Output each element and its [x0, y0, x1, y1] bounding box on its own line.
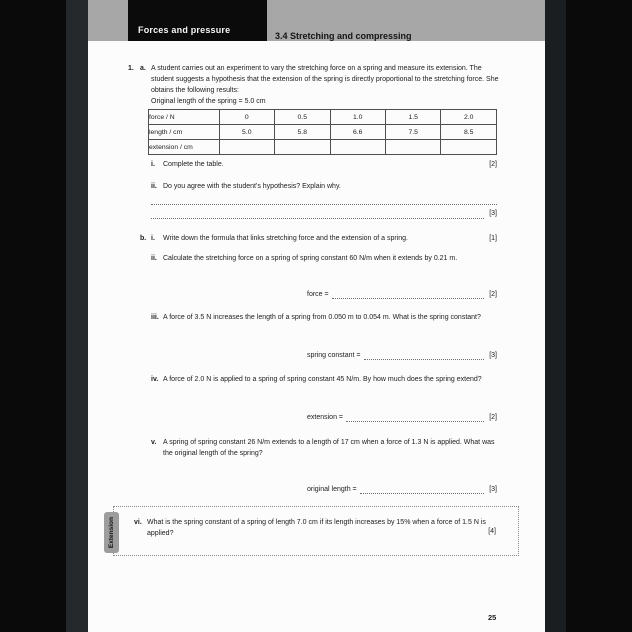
table-cell: 0: [219, 110, 274, 125]
marks-badge: [3]: [489, 486, 497, 493]
item-numeral: i.: [151, 235, 155, 242]
answer-line: [151, 196, 497, 205]
question-b-i: [151, 233, 497, 244]
table-cell: 5.8: [275, 125, 330, 140]
question-b-v: [151, 437, 497, 459]
marks-badge: [2]: [489, 414, 497, 421]
item-text: Do you agree with the student's hypothesis? Explain why.: [163, 183, 341, 190]
empty-answer-cell: [330, 140, 385, 155]
empty-answer-cell: [219, 140, 274, 155]
table-cell: 1.0: [330, 110, 385, 125]
item-numeral: i.: [151, 161, 155, 168]
book-spine-right: [545, 0, 566, 632]
answer-row-force: [307, 290, 497, 300]
item-numeral: ii.: [151, 255, 157, 262]
answer-label: spring constant =: [307, 352, 361, 359]
answer-label: original length =: [307, 486, 357, 493]
workbook-page: [88, 0, 545, 632]
answer-row-spring-constant: [307, 351, 497, 361]
answer-row-extension: [307, 413, 497, 423]
table-row: [149, 140, 497, 155]
question-b-iii: [151, 312, 497, 323]
question-b-ii: [151, 253, 497, 264]
table-cell: 0.5: [275, 110, 330, 125]
item-text: Complete the table.: [163, 161, 224, 168]
part-b-label: b.: [140, 235, 147, 242]
book-spine-left: [66, 0, 88, 632]
question-b-iv: [151, 374, 497, 385]
marks-badge: [2]: [489, 291, 497, 298]
section-title: 3.4 Stretching and compressing: [275, 31, 412, 41]
dotted-rule: [151, 210, 484, 219]
dotted-rule: [332, 290, 485, 299]
answer-label: extension =: [307, 414, 343, 421]
dotted-rule: [360, 485, 485, 494]
table-row: [149, 110, 497, 125]
table-row: [149, 125, 497, 140]
item-text: Calculate the stretching force on a spring of spring constant 60 N/m when it extends by 0.21 m.: [163, 255, 458, 262]
empty-answer-cell: [441, 140, 497, 155]
extension-tab: [104, 512, 119, 553]
item-numeral: iv.: [151, 376, 159, 383]
table-cell: 5.0: [219, 125, 274, 140]
original-length-note: Original length of the spring = 5.0 cm: [151, 98, 266, 105]
question-a-i: [151, 159, 497, 170]
table-cell: 6.6: [330, 125, 385, 140]
chapter-title: Forces and pressure: [138, 25, 231, 35]
marks-badge: [4]: [488, 528, 496, 535]
answer-line: [151, 210, 497, 219]
marks-badge: [3]: [489, 210, 497, 217]
item-numeral: vi.: [134, 519, 142, 526]
marks-badge: [3]: [489, 352, 497, 359]
item-text: A force of 2.0 N is applied to a spring of spring constant 45 N/m. By how much does the spring extend?: [163, 376, 482, 383]
page-number: 25: [488, 613, 497, 622]
question-number: 1.: [128, 65, 134, 72]
item-text: A force of 3.5 N increases the length of a spring from 0.050 m to 0.054 m. What is the spring constant?: [163, 314, 481, 321]
question-a-ii: [151, 181, 497, 192]
extension-tab-label: Extension: [108, 516, 115, 549]
item-text: A spring of spring constant 26 N/m extends to a length of 17 cm when a force of 1.3 N is applied. What was the original length of the spring?: [163, 439, 495, 457]
table-cell: 7.5: [385, 125, 440, 140]
part-a-label: a.: [140, 65, 146, 72]
empty-answer-cell: [275, 140, 330, 155]
row-label: force / N: [149, 110, 220, 125]
dotted-rule: [346, 413, 484, 422]
item-text: What is the spring constant of a spring of length 7.0 cm if its length increases by 15% when a force of 1.5 N is applied?: [147, 519, 486, 537]
extension-question-box: [108, 506, 519, 556]
question-intro: A student carries out an experiment to vary the stretching force on a spring and measure its extension. The student suggests a hypothesis that the extension of the spring is directly proportional to the stretching force. She obtains the following results:: [151, 65, 499, 94]
row-label: extension / cm: [149, 140, 220, 155]
dotted-rule: [151, 196, 497, 205]
question-vi: [134, 517, 496, 539]
marks-badge: [1]: [489, 235, 497, 242]
answer-row-original-length: [307, 485, 497, 495]
row-label: length / cm: [149, 125, 220, 140]
table-cell: 2.0: [441, 110, 497, 125]
table-cell: 8.5: [441, 125, 497, 140]
dotted-rule: [364, 351, 485, 360]
empty-answer-cell: [385, 140, 440, 155]
marks-badge: [2]: [489, 161, 497, 168]
answer-label: force =: [307, 291, 329, 298]
item-numeral: ii.: [151, 183, 157, 190]
results-table: [148, 109, 497, 155]
item-numeral: v.: [151, 439, 157, 446]
item-text: Write down the formula that links stretching force and the extension of a spring.: [163, 235, 408, 242]
item-numeral: iii.: [151, 314, 159, 321]
table-cell: 1.5: [385, 110, 440, 125]
